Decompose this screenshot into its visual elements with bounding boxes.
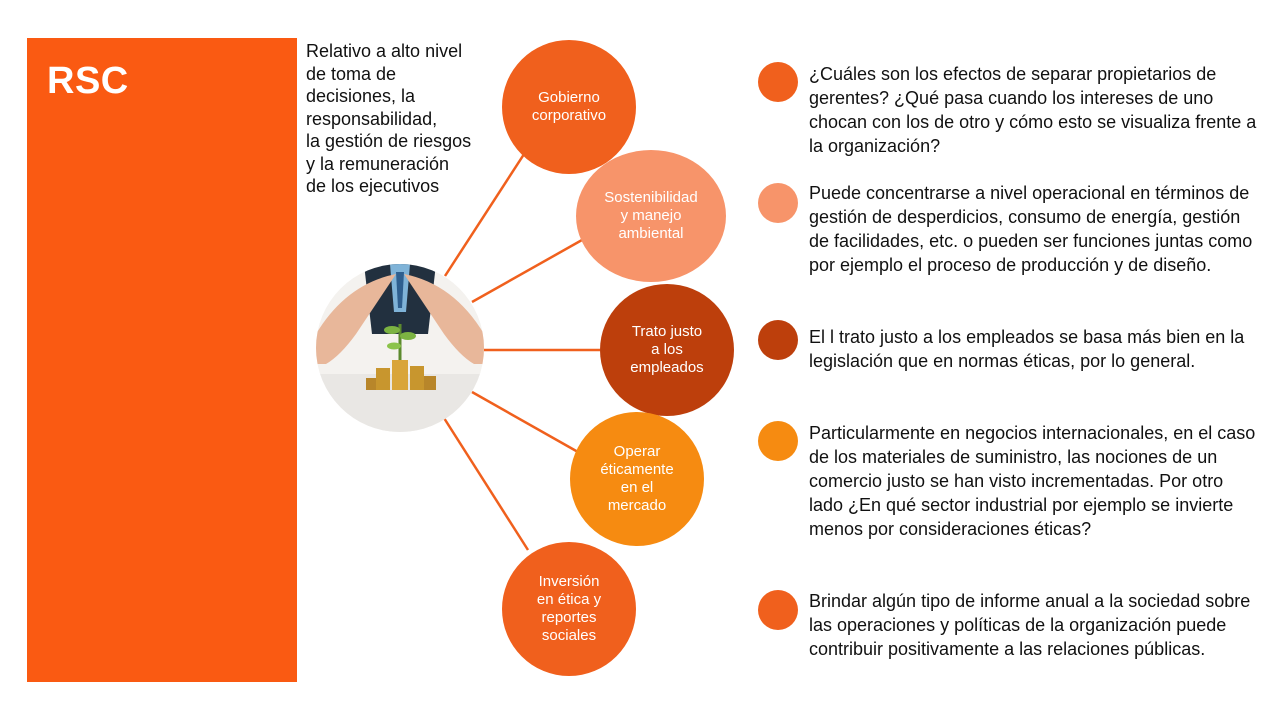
hub-image	[316, 264, 484, 432]
node-trato-justo: Trato justo a los empleados	[600, 284, 734, 416]
investment-image	[316, 264, 484, 432]
node-operar-eticamente: Operar éticamente en el mercado	[570, 412, 704, 546]
paragraph-4: Particularmente en negocios internacionales, en el caso de los materiales de suministro, las nociones de un comercio justo se han visto incrementadas. Por otro lado ¿En qué sector industrial por ejemplo se invierte menos por consideraciones éticas?	[809, 423, 1256, 539]
paragraph-2: Puede concentrarse a nivel operacional en términos de gestión de desperdicios, consumo de energía, gestión de facilidades, etc. o pueden ser funciones juntas como por ejemplo el proceso de producción y de diseño.	[809, 183, 1253, 275]
paragraph-1: ¿Cuáles son los efectos de separar propietarios de gerentes? ¿Qué pasa cuando los intereses de uno chocan con los de otro y cómo esto se visualiza frente a la organización?	[809, 64, 1257, 156]
connector-2	[472, 240, 582, 302]
paragraph-5: Brindar algún tipo de informe anual a la sociedad sobre las operaciones y políticas de la organización puede contribuir positivamente a las relaciones públicas.	[809, 591, 1251, 659]
bullet-dot-2	[758, 183, 798, 223]
bullet-dot-1	[758, 62, 798, 102]
intro-text: Relativo a alto nivel de toma de decisiones, la responsabilidad, la gestión de riesgos y la remuneración de los ejecutivos	[306, 41, 472, 196]
node-gobierno-corporativo: Gobierno corporativo	[502, 40, 636, 174]
bullet-dot-3	[758, 320, 798, 360]
connector-5	[444, 418, 528, 550]
connector-1	[445, 148, 528, 276]
bullet-dot-5	[758, 590, 798, 630]
node-inversion-etica: Inversión en ética y reportes sociales	[502, 542, 636, 676]
node-sostenibilidad: Sostenibilidad y manejo ambiental	[576, 150, 726, 282]
paragraph-3: El l trato justo a los empleados se basa más bien en la legislación que en normas éticas, por lo general.	[809, 327, 1245, 371]
bullet-dot-4	[758, 421, 798, 461]
connector-4	[472, 392, 578, 452]
slide-title: RSC	[47, 60, 129, 102]
